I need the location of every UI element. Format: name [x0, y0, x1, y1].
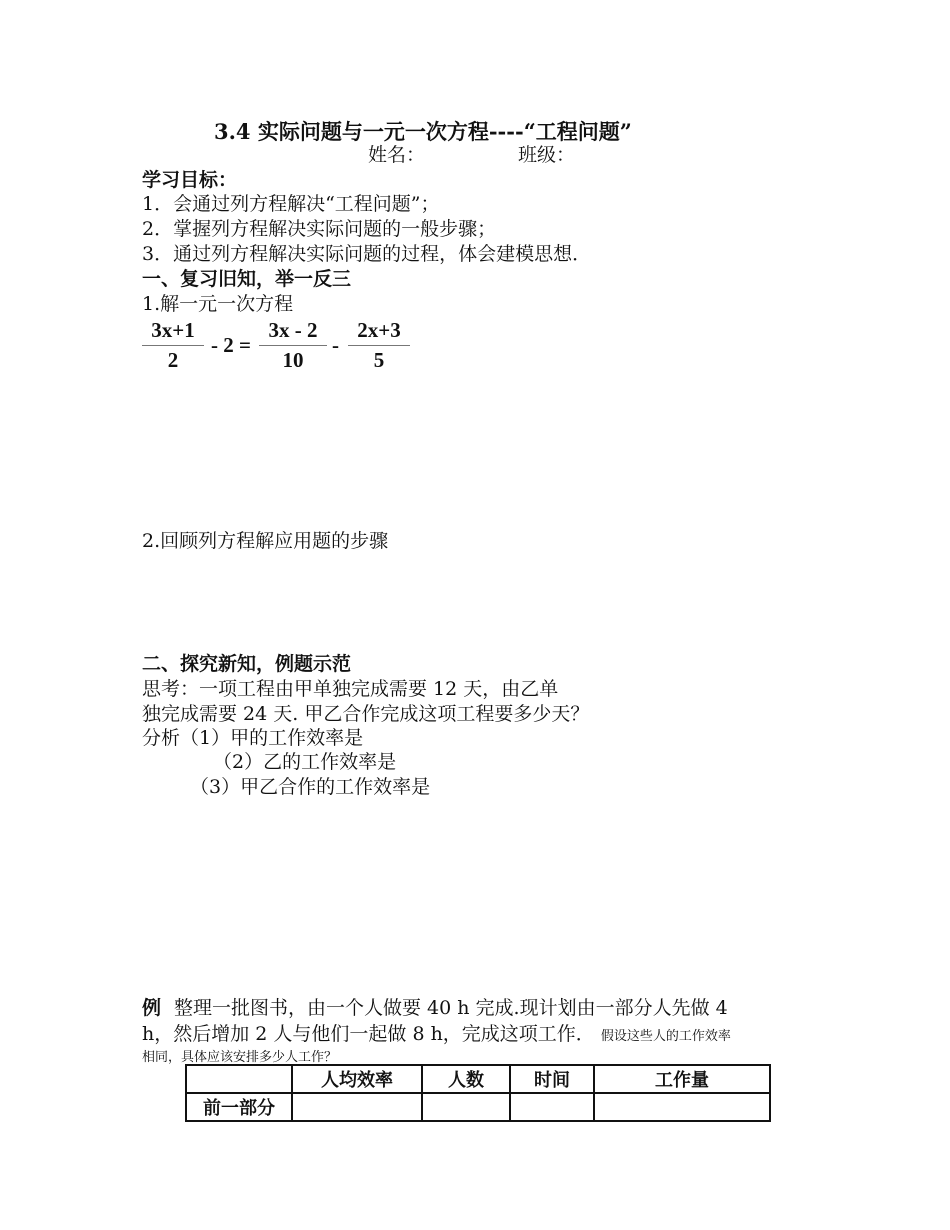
- fraction-1: [142, 318, 204, 373]
- page-title: 3.4 实际问题与一元一次方程----“工程问题”: [214, 119, 632, 144]
- table-cell: [510, 1093, 594, 1121]
- table-header-cell: 人数: [422, 1065, 510, 1093]
- fraction-1-numerator: 3x+1: [151, 318, 195, 342]
- question-1: 1.解一元一次方程: [142, 293, 294, 315]
- objective-item: 1．会通过列方程解决“工程问题”；: [142, 193, 440, 215]
- equation-operator: -: [332, 333, 339, 357]
- fraction-3-denominator: 5: [373, 348, 385, 372]
- work-table: [185, 1064, 771, 1122]
- class-label: 班级：: [518, 144, 576, 166]
- table-cell: [594, 1093, 770, 1121]
- analysis-line: （2）乙的工作效率是: [213, 751, 397, 773]
- name-label: 姓名：: [368, 144, 426, 166]
- review-heading: 一、复习旧知，举一反三: [142, 268, 352, 290]
- think-line: 独完成需要 24 天. 甲乙合作完成这项工程要多少天？: [142, 703, 590, 725]
- example-text-small: 假设这些人的工作效率: [600, 1029, 731, 1044]
- table-cell: [292, 1093, 422, 1121]
- objective-item: 2．掌握列方程解决实际问题的一般步骤；: [142, 218, 497, 240]
- analysis-line: （3）甲乙合作的工作效率是: [190, 776, 431, 798]
- fraction-2: [259, 318, 327, 373]
- table-header-cell: 时间: [510, 1065, 594, 1093]
- fraction-3-numerator: 2x+3: [357, 318, 401, 342]
- table-row: [186, 1093, 770, 1121]
- fraction-1-denominator: 2: [167, 348, 179, 372]
- example-text: [142, 1022, 731, 1049]
- fraction-2-numerator: 3x - 2: [268, 318, 318, 342]
- example-label: 例: [142, 997, 162, 1019]
- fraction-3: [348, 318, 410, 373]
- analysis-line: 分析（1）甲的工作效率是: [142, 727, 364, 749]
- table-header-cell: [186, 1065, 292, 1093]
- table-header-row: [186, 1065, 770, 1093]
- table-header-cell: 工作量: [594, 1065, 770, 1093]
- table-cell: 前一部分: [186, 1093, 292, 1121]
- table-cell: [422, 1093, 510, 1121]
- objectives-heading: 学习目标：: [142, 169, 238, 191]
- objective-item: 3．通过列方程解决实际问题的过程，体会建模思想．: [142, 243, 592, 265]
- example-text-main: h，然后增加 2 人与他们一起做 8 h，完成这项工作．: [142, 1023, 595, 1045]
- table-header-cell: 人均效率: [292, 1065, 422, 1093]
- example-text: 整理一批图书，由一个人做要 40 h 完成.现计划由一部分人先做 4: [174, 997, 728, 1019]
- question-2: 2.回顾列方程解应用题的步骤: [142, 530, 389, 552]
- equation-operator: - 2 =: [211, 333, 251, 357]
- explore-heading: 二、探究新知，例题示范: [142, 653, 352, 675]
- think-line: 思考：一项工程由甲单独完成需要 12 天，由乙单: [142, 678, 559, 700]
- fraction-2-denominator: 10: [282, 348, 304, 372]
- example-text-small: 相同，具体应该安排多少人工作？: [142, 1050, 338, 1065]
